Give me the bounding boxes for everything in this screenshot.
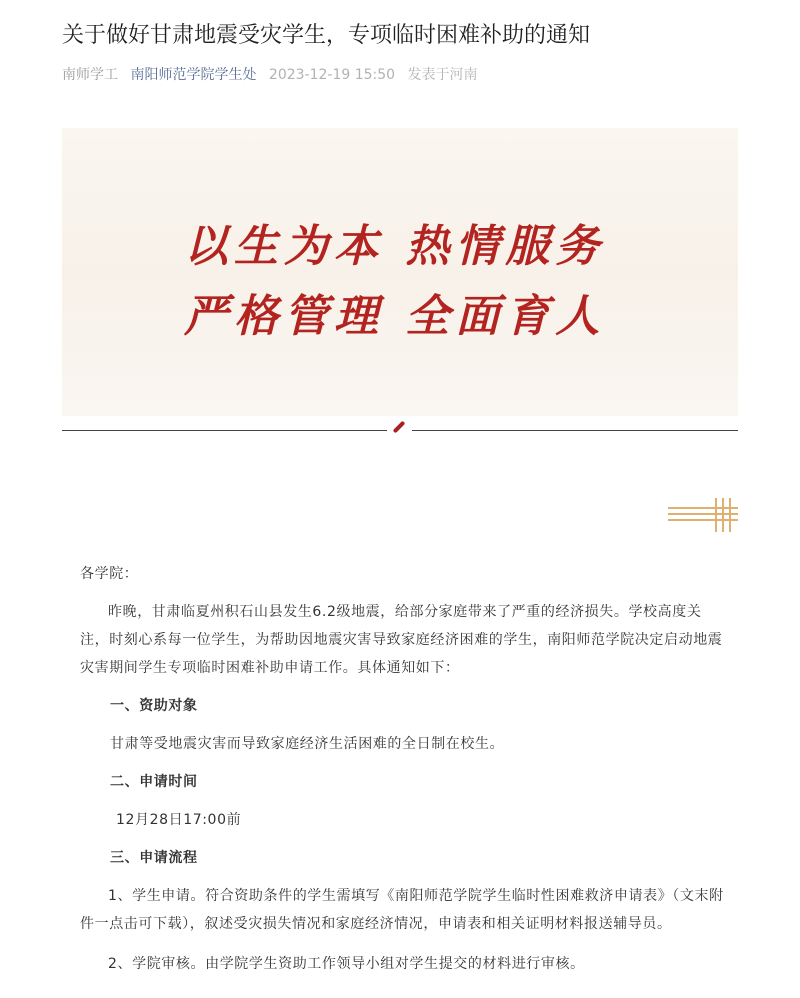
process-step-2: 2、学院审核。由学院学生资助工作领导小组对学生提交的材料进行审核。 xyxy=(108,956,585,972)
section-heading-recipients: 一、资助对象 xyxy=(110,698,198,714)
meta-account-link[interactable]: 南阳师范学院学生处 xyxy=(130,67,257,83)
hash-decoration-icon xyxy=(666,498,740,532)
article-body xyxy=(80,560,725,978)
divider-line-right xyxy=(412,430,738,431)
banner-slogan-line-1: 以生为本 热情服务 xyxy=(184,221,606,272)
banner-slogan-line-2: 严格管理 全面育人 xyxy=(184,291,606,342)
section-heading-process: 三、申请流程 xyxy=(110,850,198,866)
divider-mark-icon xyxy=(393,421,406,434)
divider-line-left xyxy=(62,430,387,431)
process-step-1: 1、学生申请。符合资助条件的学生需填写《南阳师范学院学生临时性困难救济申请表》（文末附件一点击可下载），叙述受灾损失情况和家庭经济情况，申请表和相关证明材料报送辅导员。 xyxy=(80,888,724,932)
deadline-text: 12月28日17:00前 xyxy=(116,812,242,828)
article-title: 关于做好甘肃地震受灾学生，专项临时困难补助的通知 xyxy=(62,23,591,48)
intro-paragraph: 昨晚，甘肃临夏州积石山县发生6.2级地震，给部分家庭带来了严重的经济损失。学校高度关注，时刻心系每一位学生，为帮助因地震灾害导致家庭经济困难的学生，南阳师范学院决定启动地震灾害期间学生专项临时困难补助申请工作。具体通知如下： xyxy=(80,604,723,676)
meta-publish-time: 2023-12-19 15:50 xyxy=(268,67,396,83)
meta-source: 南师学工 xyxy=(62,67,118,83)
meta-location: 发表于河南 xyxy=(407,67,478,83)
section-heading-time: 二、申请时间 xyxy=(110,774,198,790)
salutation: 各学院： xyxy=(80,566,139,582)
slogan-banner-image xyxy=(62,128,738,416)
article-meta xyxy=(62,66,486,84)
recipients-text: 甘肃等受地震灾害而导致家庭经济生活困难的全日制在校生。 xyxy=(110,736,505,752)
